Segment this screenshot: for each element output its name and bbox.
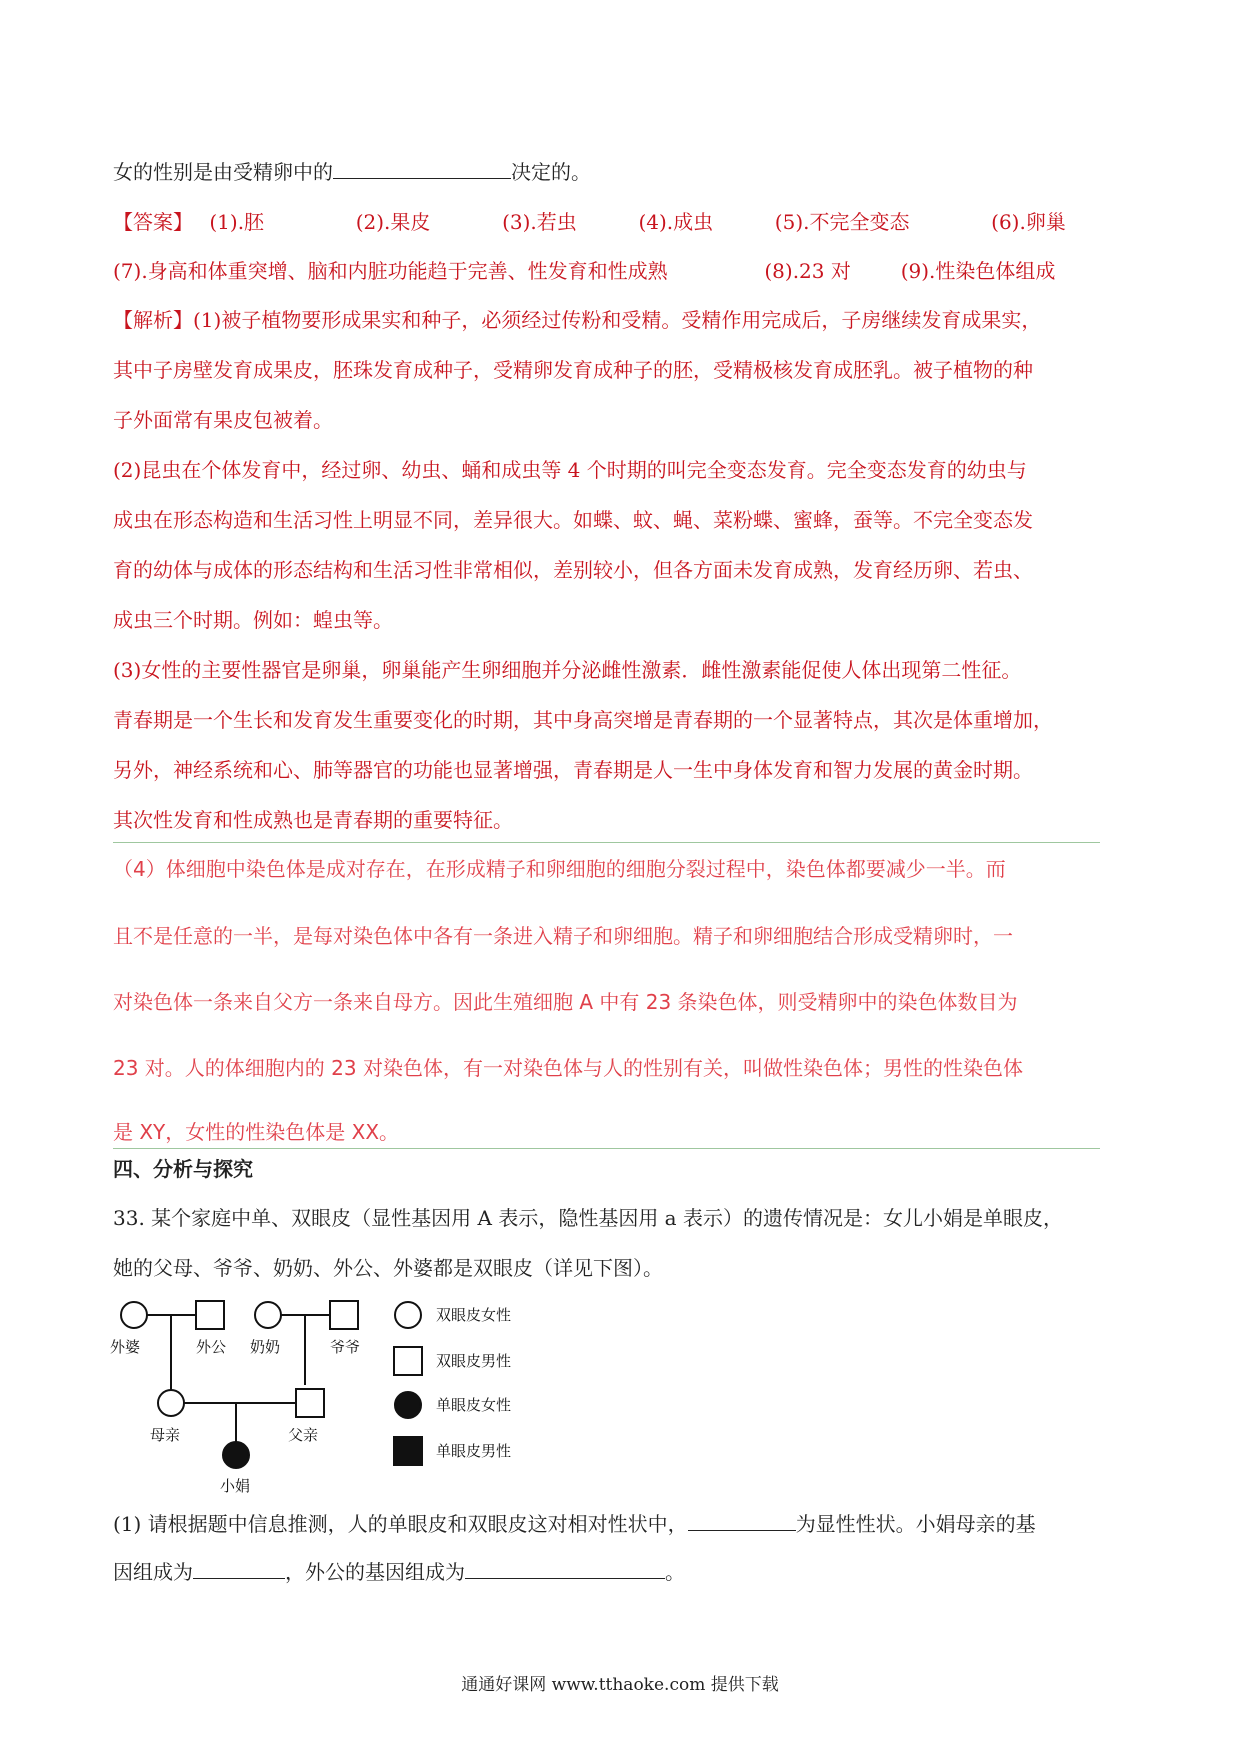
label-waipo: 外婆 (110, 1338, 141, 1356)
label-xiaojuan: 小娟 (220, 1477, 251, 1495)
legend-label: 双眼皮男性 (436, 1352, 512, 1370)
answer-label: 【答案】 (113, 210, 193, 234)
legend-symbol-female-single (395, 1392, 421, 1418)
legend-symbol-male-double (394, 1347, 422, 1375)
analysis-p2-line-2: 成虫在形态构造和生活习性上明显不同，差异很大。如蝶、蚊、蝇、菜粉蝶、蜜蜂，蚕等。不完全变态发 (113, 508, 1033, 532)
sub1-line-2: 因组成为 ，外公的基因组成为 。 (113, 1560, 685, 1584)
label-waigong: 外公 (196, 1338, 227, 1356)
analysis-p4-line-4: 23 对。人的体细胞内的 23 对染色体，有一对染色体与人的性别有关，叫做性染色体；男性的性染色体 (113, 1056, 1023, 1080)
legend-symbol-male-single (394, 1437, 422, 1465)
waipo-symbol (121, 1302, 147, 1328)
question-fragment: 女的性别是由受精卵中的 决定的。 (113, 160, 591, 184)
analysis-p2-line-3: 育的幼体与成体的形态结构和生活习性非常相似，差别较小，但各方面未发育成熟，发育经历卵、若虫、 (113, 558, 1033, 582)
muqin-symbol (158, 1390, 184, 1416)
analysis-p3-line-3: 另外，神经系统和心、肺等器官的功能也显著增强，青春期是人一生中身体发育和智力发展的黄金时期。 (113, 758, 1033, 782)
analysis-p2-line-4: 成虫三个时期。例如：蝗虫等。 (113, 608, 393, 632)
answer-line-1: 【答案】 (1).胚 (2).果皮 (3).若虫 (4).成虫 (5).不完全变态 (6).卵巢 (113, 210, 1066, 234)
sub1-line-1: (1) 请根据题中信息推测，人的单眼皮和双眼皮这对相对性状中， 为显性性状。小娟母亲的基 (113, 1512, 1036, 1536)
analysis-p3-line-2: 青春期是一个生长和发育发生重要变化的时期，其中身高突增是青春期的一个显著特点，其次是体重增加， (113, 708, 1053, 732)
q33-line-2: 她的父母、爷爷、奶奶、外公、外婆都是双眼皮（详见下图）。 (113, 1256, 663, 1280)
label-fuqin: 父亲 (288, 1426, 319, 1444)
label-nainai: 奶奶 (250, 1338, 281, 1356)
answer-blank[interactable] (465, 1558, 665, 1579)
label-yeye: 爷爷 (330, 1338, 361, 1356)
label-muqin: 母亲 (150, 1426, 181, 1444)
analysis-p3-line-1: (3)女性的主要性器官是卵巢，卵巢能产生卵细胞并分泌雌性激素．雌性激素能促使人体出现第二性征。 (113, 658, 1022, 682)
yeye-symbol (330, 1301, 358, 1329)
analysis-p1-line-3: 子外面常有果皮包被着。 (113, 408, 333, 432)
waigong-symbol (196, 1301, 224, 1329)
analysis-p1-line-1: 【解析】(1)被子植物要形成果实和种子，必须经过传粉和受精。受精作用完成后，子房继续发育成果实， (113, 308, 1042, 332)
analysis-p3-line-4: 其次性发育和性成熟也是青春期的重要特征。 (113, 808, 513, 832)
analysis-label: 【解析】 (113, 308, 193, 332)
analysis-p4-line-1: （4）体细胞中染色体是成对存在，在形成精子和卵细胞的细胞分裂过程中，染色体都要减少一半。而 (113, 857, 1006, 881)
analysis-p1-line-2: 其中子房壁发育成果皮，胚珠发育成种子，受精卵发育成种子的胚，受精极核发育成胚乳。被子植物的种 (113, 358, 1033, 382)
legend-label: 单眼皮男性 (436, 1442, 512, 1460)
analysis-p2-line-1: (2)昆虫在个体发育中，经过卵、幼虫、蛹和成虫等 4 个时期的叫完全变态发育。完全变态发育的幼虫与 (113, 458, 1027, 482)
q33-line-1: 33. 某个家庭中单、双眼皮（显性基因用 A 表示，隐性基因用 a 表示）的遗传情况是：女儿小娟是单眼皮， (113, 1206, 1063, 1230)
xiaojuan-symbol (223, 1442, 249, 1468)
legend-symbol-female-double (395, 1302, 421, 1328)
section-title: 四、分析与探究 (113, 1157, 253, 1181)
analysis-p4-line-5: 是 XY，女性的性染色体是 XX。 (113, 1120, 400, 1144)
nainai-symbol (255, 1302, 281, 1328)
answer-blank[interactable] (193, 1558, 285, 1579)
pedigree-diagram (110, 1295, 550, 1495)
answer-line-2: (7).身高和体重突增、脑和内脏功能趋于完善、性发育和性成熟 (8).23 对 (9).性染色体组成 (113, 259, 1056, 283)
analysis-p4-line-3: 对染色体一条来自父方一条来自母方。因此生殖细胞 A 中有 23 条染色体，则受精卵中的染色体数目为 (113, 990, 1018, 1014)
fuqin-symbol (296, 1389, 324, 1417)
divider-top (113, 842, 1100, 843)
footer: 通通好课网 www.tthaoke.com 提供下载 (461, 1675, 779, 1695)
divider-bottom (113, 1148, 1100, 1149)
legend-label: 双眼皮女性 (436, 1306, 512, 1324)
analysis-p4-line-2: 且不是任意的一半，是每对染色体中各有一条进入精子和卵细胞。精子和卵细胞结合形成受精卵时，一 (113, 924, 1013, 948)
legend-label: 单眼皮女性 (436, 1396, 512, 1414)
answer-blank[interactable] (688, 1510, 796, 1531)
answer-blank[interactable] (333, 158, 511, 179)
